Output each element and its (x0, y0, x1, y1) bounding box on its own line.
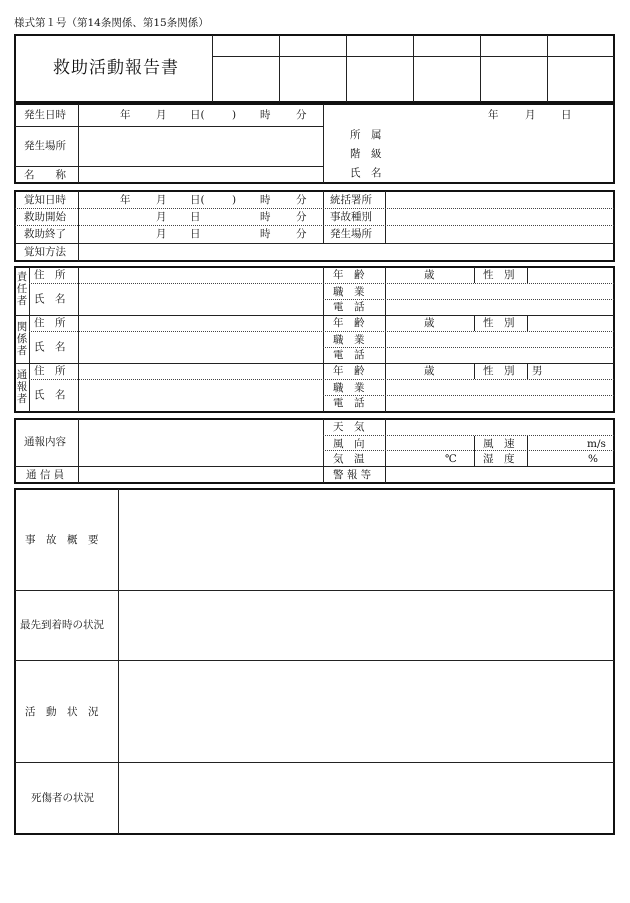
name-label: 名 称 (24, 169, 66, 181)
group-label-related: 関係者 (16, 321, 28, 358)
first-arrival-field[interactable] (120, 592, 613, 659)
stamp-cell[interactable] (347, 57, 412, 101)
occurred-place-field[interactable] (80, 128, 321, 165)
page-title: 救助活動報告書 (53, 58, 179, 78)
aware-method-field[interactable] (80, 245, 613, 259)
accident-type-field[interactable] (387, 209, 613, 224)
stamp-cell[interactable] (280, 57, 345, 101)
casualty-status-field[interactable] (120, 764, 613, 833)
occurred-place-label: 発生場所 (24, 140, 66, 152)
rank-label: 階 級 (350, 148, 382, 160)
person-name-label: 氏 名 (350, 167, 382, 179)
jurisdiction-field[interactable] (387, 192, 613, 207)
accident-summary-field[interactable] (120, 490, 613, 589)
stamp-cell[interactable] (481, 57, 546, 101)
activity-status-label: 活 動 状 況 (25, 706, 99, 718)
report-content-field[interactable] (80, 420, 321, 465)
form-number: 様式第１号（第14条関係、第15条関係） (14, 17, 209, 29)
communicator-field[interactable] (80, 468, 321, 482)
group-label-responsible: 責任者 (16, 271, 28, 308)
first-arrival-label: 最先到着時の状況 (20, 619, 104, 631)
stamp-cell[interactable] (213, 57, 278, 101)
occurrence-place-field[interactable] (387, 226, 613, 242)
section-persons (14, 266, 615, 413)
stamp-cell[interactable] (548, 57, 613, 101)
casualty-status-label: 死傷者の状況 (31, 792, 94, 804)
occurred-datetime-label: 発生日時 (24, 109, 66, 121)
stamp-cell[interactable] (414, 57, 479, 101)
activity-status-field[interactable] (120, 662, 613, 761)
affiliation-label: 所 属 (350, 129, 382, 141)
name-field[interactable] (80, 168, 321, 182)
accident-summary-label: 事 故 概 要 (25, 534, 99, 546)
group-label-reporter: 通報者 (16, 369, 28, 406)
reporter-sex-value[interactable]: 男 (532, 365, 543, 377)
